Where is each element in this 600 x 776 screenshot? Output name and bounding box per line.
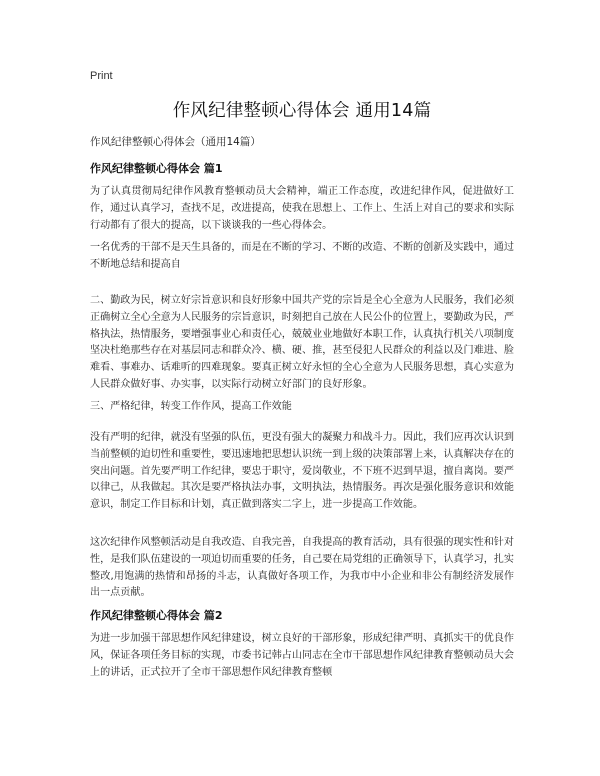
section-heading-2: 作风纪律整顿心得体会 篇2: [90, 609, 223, 622]
section-heading-1: 作风纪律整顿心得体会 篇1: [90, 162, 223, 175]
paragraph: 三、严格纪律，转变工作作风，提高工作效能: [90, 401, 292, 412]
page-title: 作风纪律整顿心得体会 通用14篇: [172, 101, 432, 121]
paragraph: 为了认真贯彻局纪律作风教育整顿动员大会精神，端正工作态度，改进纪律作风，促进做好工作，通过认真学习，查找不足，改进提高，使我在思想上、工作上、生活上对自己的要求和实际行动都有了很大的提高，以下谈谈我的一些心得体会。: [90, 186, 514, 231]
paragraph: 这次纪律作风整顿活动是自我改造、自我完善，自我提高的教育活动，具有很强的现实性和针对性，是我们队伍建设的一项迫切而重要的任务，自己要在局党组的正确领导下，认真学习，扎实整改,用饱满的热情和昂扬的斗志，认真做好各项工作，为我市中小企业和非公有制经济发展作出一点贡献。: [90, 537, 514, 599]
print-label[interactable]: Print: [90, 70, 113, 82]
paragraph: 没有严明的纪律，就没有坚强的队伍，更没有强大的凝聚力和战斗力。因此，我们应再次认识到当前整顿的迫切性和重要性，要迅速地把思想认识统一到上级的决策部署上来，认真解决存在的突出问题。首先要严明工作纪律，要忠于职守，爱岗敬业，不下班不迟到早退，擅自离岗。要严以律己，从我做起。其次是要严格执法办事，文明执法，热情服务。再次是强化服务意识和效能意识，制定工作目标和计划，真正做到落实二字上，进一步提高工作效能。: [90, 432, 514, 511]
paragraph: 为进一步加强干部思想作风纪律建设，树立良好的干部形象，形成纪律严明、真抓实干的优良作风，保证各项任务目标的实现，市委书记韩占山同志在全市干部思想作风纪律教育整顿动员大会上的讲话，正式拉开了全市干部思想作风纪律教育整顿: [90, 633, 514, 678]
subtitle: 作风纪律整顿心得体会（通用14篇）: [90, 136, 261, 148]
paragraph: 二、勤政为民，树立好宗旨意识和良好形象中国共产党的宗旨是全心全意为人民服务，我们必须正确树立全心全意为人民服务的宗旨意识，时刻把自己放在人民公仆的位置上，要勤政为民，严格执法，热情服务，要增强事业心和责任心，兢兢业业地做好本职工作，认真执行机关八项制度坚决杜绝那些存在对基层同志和群众冷、横、硬、推，甚至侵犯人民群众的利益以及门难进、脸难看、事难办、话难听的四难现象。要真正树立好永恒的全心全意为人民服务思想，真心实意为人民群众做好事、办实事，以实际行动树立好部门的良好形象。: [90, 295, 514, 390]
paragraph: 一名优秀的干部不是天生具备的，而是在不断的学习、不断的改造、不断的创新及实践中，通过不断地总结和提高自: [90, 242, 514, 270]
